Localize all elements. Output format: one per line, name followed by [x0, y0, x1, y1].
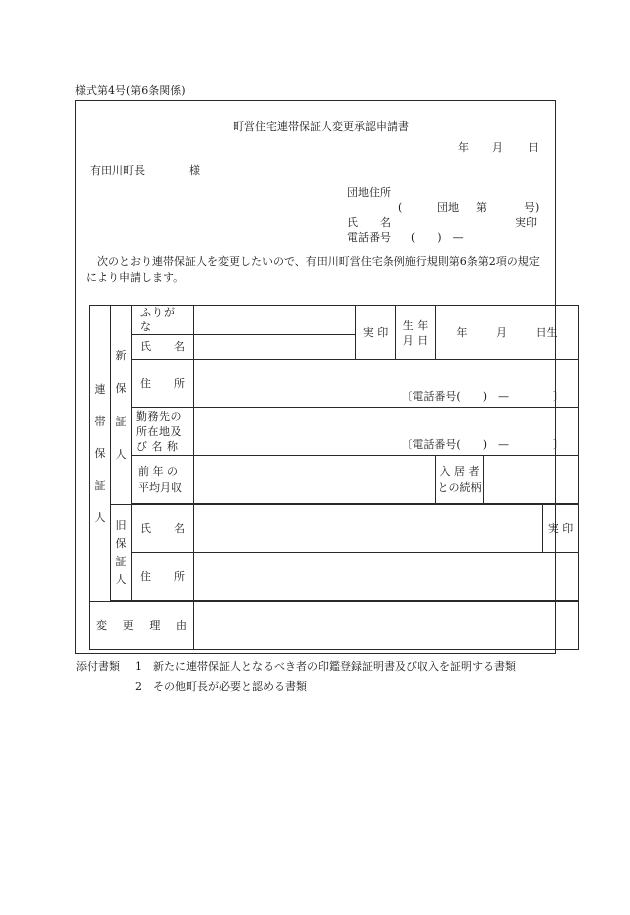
cell-reason-label: [90, 602, 194, 650]
birth-year: 年: [456, 325, 468, 339]
old-address-char-1: 住: [140, 569, 151, 583]
cell-old-seal: [543, 505, 579, 553]
addressee: [90, 164, 200, 178]
cell-furigana-label: [132, 306, 194, 335]
cell-new-address-label: [132, 360, 194, 408]
relation-label-1: 入 居 者: [439, 464, 480, 478]
group-char-5: 人: [94, 510, 106, 524]
reason-char-3: 理: [149, 618, 161, 632]
new-address-phone: 〔電話番号( ) — 〕: [401, 390, 564, 403]
applicant-go: 号): [524, 201, 540, 214]
cell-guarantor-group: [90, 306, 111, 602]
new-char-3: 証: [115, 415, 127, 428]
addressee-honorific: 様: [189, 164, 200, 177]
birth-label-2: 月 日: [402, 333, 429, 347]
addressee-name: 有田川町長: [90, 164, 145, 177]
old-char-1: 旧: [115, 518, 127, 532]
form-title: 町営住宅連帯保証人変更承認申請書: [233, 120, 409, 133]
workplace-phone: 〔電話番号( ) — 〕: [401, 438, 564, 451]
applicant-name-label: 氏 名: [347, 216, 391, 229]
cell-old-name-label: [132, 505, 194, 553]
group-char-2: 帯: [94, 414, 106, 428]
body-sentence: 次のとおり連帯保証人を変更したいので、有田川町営住宅条例施行規則第6条第2項の規定により申請します。: [86, 255, 540, 284]
cell-new-guarantor: [111, 306, 132, 505]
cell-new-name-label: [132, 335, 194, 360]
new-address-char-2: 所: [174, 376, 185, 390]
workplace-label-3: び 名 称: [136, 440, 179, 453]
birth-label-1: 生 年: [402, 318, 429, 332]
birth-month: 月: [495, 325, 507, 339]
new-name-char-2: 名: [174, 340, 185, 353]
attachments-heading: 添付書類: [76, 660, 120, 673]
cell-relation-label: [436, 456, 484, 504]
reason-char-1: 変: [96, 618, 107, 632]
old-char-2: 保: [115, 536, 127, 550]
cell-income-label: [132, 456, 194, 504]
group-char-4: 証: [94, 478, 106, 492]
reason-char-4: 由: [175, 618, 187, 632]
new-seal-label: 実 印: [362, 325, 389, 339]
cell-birth-label: [396, 306, 436, 360]
cell-new-name-value[interactable]: [194, 335, 356, 360]
cell-reason-value[interactable]: [194, 602, 579, 650]
applicant-address-paren: (: [398, 201, 403, 214]
furigana-label: ふりがな: [140, 306, 176, 333]
attachment-item-1: 1 新たに連帯保証人となるべき者の印鑑登録証明書及び収入を証明する書類: [135, 660, 516, 673]
old-address-char-2: 所: [174, 569, 185, 583]
old-char-4: 人: [115, 572, 127, 586]
applicant-seal-label: 実印: [515, 216, 537, 229]
applicant-phone-label: 電話番号: [347, 231, 391, 244]
cell-workplace-label: [132, 408, 194, 456]
cell-relation-value[interactable]: [484, 456, 579, 504]
old-seal-label: 実 印: [547, 521, 574, 535]
applicant-dai: 第: [476, 201, 487, 214]
applicant-danchi: 団地: [437, 201, 459, 214]
workplace-label-2: 所在地及: [136, 425, 182, 438]
cell-old-address-label: [132, 553, 194, 601]
birth-day: 日生: [535, 325, 558, 339]
group-char-1: 連: [94, 382, 106, 396]
cell-old-address-value[interactable]: [194, 553, 579, 601]
form-number-label: 様式第4号(第6条関係): [75, 84, 186, 97]
old-char-3: 証: [115, 554, 127, 568]
applicant-phone-format: ( ) —: [411, 231, 464, 244]
cell-old-guarantor: [111, 505, 132, 601]
income-label-2: 平均月収: [138, 480, 182, 494]
date-year: 年: [458, 141, 469, 154]
cell-new-address-value[interactable]: [194, 360, 579, 408]
cell-workplace-value[interactable]: [194, 408, 579, 456]
new-char-2: 保: [115, 382, 127, 395]
applicant-address-label: 団地住所: [347, 186, 391, 199]
new-char-4: 人: [115, 448, 127, 461]
date-day: 日: [528, 141, 539, 154]
old-name-char-1: 氏: [140, 521, 151, 535]
income-label-1: 前 年 の: [138, 464, 178, 478]
relation-label-2: との続柄: [437, 480, 482, 494]
group-char-3: 保: [94, 446, 106, 460]
cell-furigana-value[interactable]: [194, 306, 356, 335]
cell-birth-value[interactable]: [436, 306, 579, 360]
cell-old-name-value[interactable]: [194, 505, 543, 553]
date-month: 月: [492, 141, 503, 154]
reason-char-2: 更: [122, 618, 134, 632]
attachment-item-2: 2 その他町長が必要と認める書類: [135, 680, 307, 693]
cell-income-value[interactable]: [194, 456, 436, 504]
cell-new-seal: [356, 306, 396, 360]
workplace-label-1: 勤務先の: [136, 410, 182, 423]
guarantor-table: [89, 305, 579, 650]
new-name-char-1: 氏: [140, 340, 151, 353]
new-char-1: 新: [115, 349, 127, 362]
old-name-char-2: 名: [174, 521, 185, 535]
body-text: [86, 254, 546, 286]
new-address-char-1: 住: [140, 376, 151, 390]
